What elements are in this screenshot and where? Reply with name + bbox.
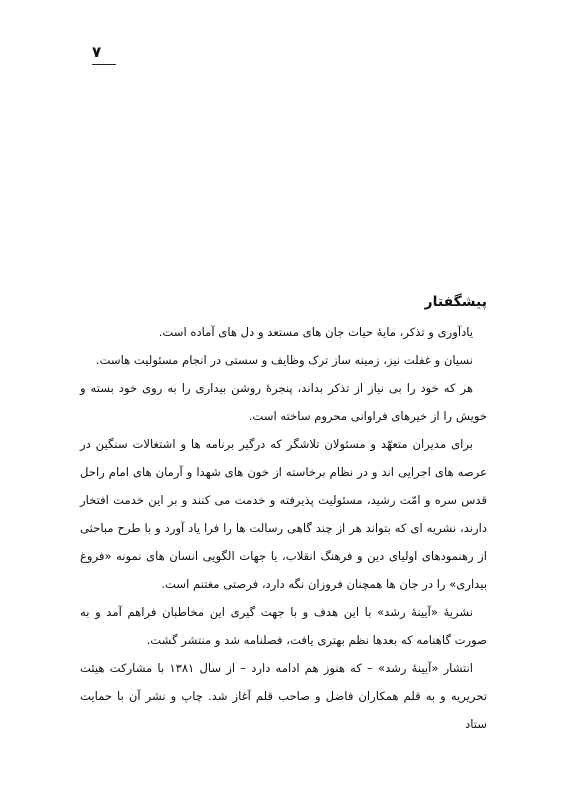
paragraph: انتشار «آیینهٔ رشد» – که هنوز هم ادامه دارد – از سال ۱۳۸۱ با مشارکت هیئت تحریریه و به قلم همکاران فاضل و صاحب قلم آغاز شد. چاپ و نشر آن با حمایت ستاد [80, 661, 487, 731]
paragraph: نسیان و غفلت نیز، زمینه ساز ترک وظایف و سستی در انجام مسئولیت هاست. [95, 353, 473, 367]
section-heading: پیشگفتار [424, 294, 487, 310]
article-body [80, 292, 487, 738]
page-number: ۷ [92, 44, 116, 65]
paragraph: برای مدیران متعهّد و مسئولان تلاشگر که درگیر برنامه ها و اشتغالات سنگین در عرصه های اجرایی اند و در نظام برخاسته از خون های شهدا و آرمان های امام راحل قدس سره و امّت رشید، مسئولیت پذیرفته و خدمت می کنند و بر این خدمت افتخار دارند، نشریه ای که بتواند هر از چند گاهی رسالت ها را فرا یاد آورد و با طرح مباحثی از رهنمودهای اولیای دین و فرهنگ انقلاب، یا جهات الگویی انسان های نمونه «فروغ بیداری» را در جان ها همچنان فروزان نگه دارد، فرصتی مغتنم است. [80, 437, 487, 591]
paragraph: یادآوری و تذکر، مایهٔ حیات جان های مستعد و دل های آماده است. [158, 325, 473, 339]
paragraph: نشریهٔ «آیینهٔ رشد» با این هدف و با جهت گیری این مخاطبان فراهم آمد و به صورت گاهنامه که بعدها نظم بهتری یافت، فصلنامه شد و منتشر گشت. [80, 605, 487, 647]
paragraph: هر که خود را بی نیاز از تذکر بداند، پنجرهٔ روشن بیداری را به روی خود بسته و خویش را از خیرهای فراوانی محروم ساخته است. [80, 381, 487, 423]
